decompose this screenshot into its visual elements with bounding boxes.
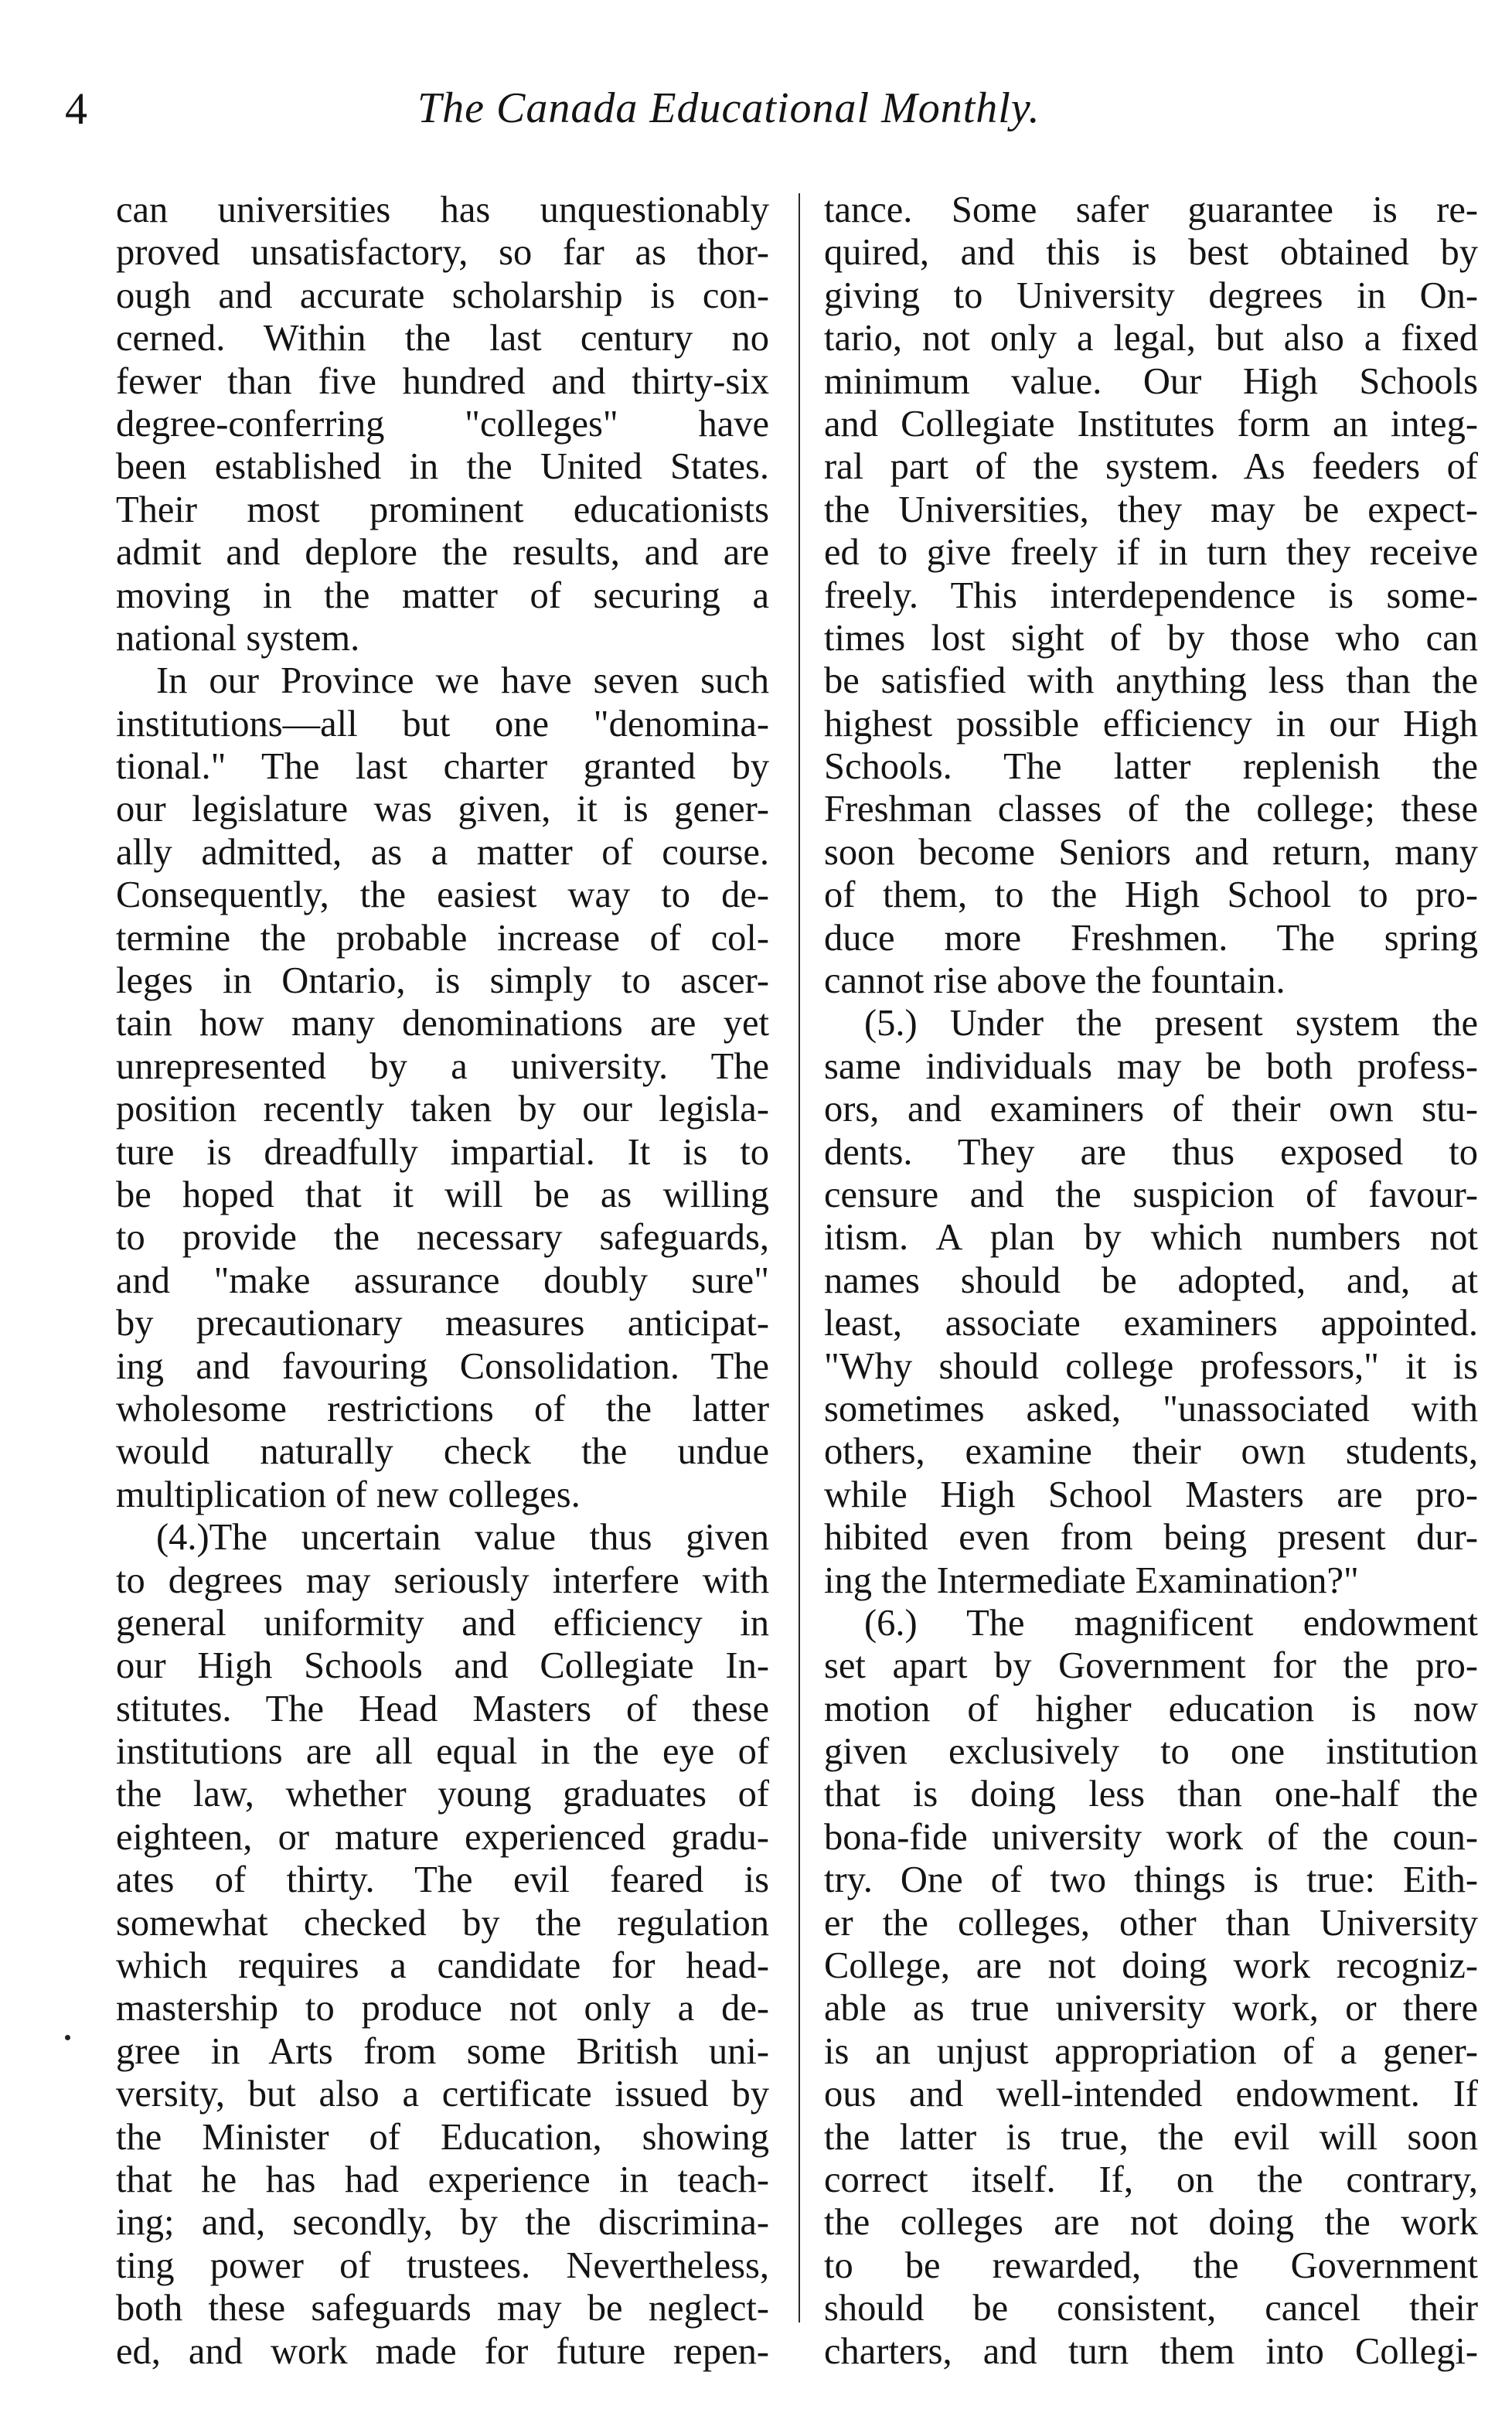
text-line: our legislature was given, it is gener-	[116, 789, 769, 830]
text-line: both these safeguards may be neglect-	[116, 2288, 769, 2329]
text-line: somewhat checked by the regulation	[116, 1902, 769, 1944]
text-line: ing and favouring Consolidation. The	[116, 1345, 769, 1387]
text-line: (6.) The magnificent endowment	[864, 1602, 1478, 1644]
text-line: be hoped that it will be as willing	[116, 1174, 769, 1215]
text-line: admit and deplore the results, and are	[116, 532, 769, 574]
text-line: to degrees may seriously interfere with	[116, 1559, 769, 1601]
text-line: fewer than five hundred and thirty-six	[116, 360, 769, 402]
text-line: tain how many denominations are yet	[116, 1003, 769, 1045]
text-line: giving to University degrees in On-	[824, 274, 1478, 316]
text-line: while High School Masters are pro-	[824, 1474, 1478, 1515]
text-line: same individuals may be both profess-	[824, 1045, 1478, 1087]
text-line: motion of higher education is now	[824, 1688, 1478, 1729]
text-line: stitutes. The Head Masters of these	[116, 1688, 769, 1729]
text-line: that he has had experience in teach-	[116, 2159, 769, 2200]
text-line: can universities has unquestionably	[116, 189, 769, 230]
text-line: Schools. The latter replenish the	[824, 746, 1478, 788]
text-line: (4.)The uncertain value thus given	[156, 1517, 769, 1559]
text-line: names should be adopted, and, at	[824, 1259, 1478, 1301]
running-title: The Canada Educational Monthly.	[417, 84, 1040, 132]
text-line: would naturally check the undue	[116, 1431, 769, 1473]
text-line: charters, and turn them into Collegi-	[824, 2330, 1478, 2372]
text-line: cannot rise above the fountain.	[824, 960, 1286, 1002]
text-line: the latter is true, the evil will soon	[824, 2116, 1478, 2158]
text-line: to be rewarded, the Government	[824, 2244, 1478, 2286]
ink-speck	[65, 2035, 70, 2040]
text-line: tance. Some safer guarantee is re-	[824, 189, 1478, 230]
column-divider	[799, 193, 800, 2322]
text-line: able as true university work, or there	[824, 1988, 1478, 2029]
text-line: tional." The last charter granted by	[116, 746, 769, 788]
text-line: College, are not doing work recogniz-	[824, 1945, 1478, 1987]
text-line: Consequently, the easiest way to de-	[116, 874, 769, 916]
text-line: ral part of the system. As feeders of	[824, 446, 1478, 488]
text-line: correct itself. If, on the contrary,	[824, 2159, 1478, 2200]
text-line: moving in the matter of securing a	[116, 574, 769, 616]
text-line: times lost sight of by those who can	[824, 617, 1478, 659]
text-line: of them, to the High School to pro-	[824, 874, 1478, 916]
text-line: be satisfied with anything less than the	[824, 660, 1478, 702]
text-line: ing the Intermediate Examination?"	[824, 1559, 1359, 1601]
text-line: that is doing less than one-half the	[824, 1774, 1478, 1815]
text-line: freely. This interdependence is some-	[824, 574, 1478, 616]
text-line: hibited even from being present dur-	[824, 1517, 1478, 1559]
text-line: sometimes asked, "unassociated with	[824, 1388, 1478, 1430]
text-line: the law, whether young graduates of	[116, 1774, 769, 1815]
text-line: "Why should college professors," it is	[824, 1345, 1478, 1387]
text-line: institutions are all equal in the eye of	[116, 1731, 769, 1773]
text-line: given exclusively to one institution	[824, 1731, 1478, 1773]
text-line: In our Province we have seven such	[156, 660, 769, 702]
text-line: the Universities, they may be expect-	[824, 489, 1478, 530]
text-line: ting power of trustees. Nevertheless,	[116, 2244, 769, 2286]
text-line: set apart by Government for the pro-	[824, 1645, 1478, 1687]
text-line: versity, but also a certificate issued by	[116, 2074, 769, 2115]
text-line: and Collegiate Institutes form an integ-	[824, 403, 1478, 445]
text-line: ough and accurate scholarship is con-	[116, 274, 769, 316]
text-line: the Minister of Education, showing	[116, 2116, 769, 2158]
text-line: should be consistent, cancel their	[824, 2288, 1478, 2329]
text-line: itism. A plan by which numbers not	[824, 1217, 1478, 1259]
text-line: ture is dreadfully impartial. It is to	[116, 1131, 769, 1173]
text-line: unrepresented by a university. The	[116, 1045, 769, 1087]
text-line: duce more Freshmen. The spring	[824, 917, 1478, 959]
text-line: ed, and work made for future repen-	[116, 2330, 769, 2372]
text-line: termine the probable increase of col-	[116, 917, 769, 959]
text-line: the colleges are not doing the work	[824, 2202, 1478, 2244]
text-line: Freshman classes of the college; these	[824, 789, 1478, 830]
text-line: cerned. Within the last century no	[116, 318, 769, 360]
right-text-column	[824, 189, 1478, 2373]
text-line: multiplication of new colleges.	[116, 1474, 581, 1515]
text-line: leges in Ontario, is simply to ascer-	[116, 960, 769, 1002]
text-line: least, associate examiners appointed.	[824, 1303, 1478, 1344]
text-line: by precautionary measures anticipat-	[116, 1303, 769, 1344]
text-line: try. One of two things is true: Eith-	[824, 1859, 1478, 1901]
text-line: is an unjust appropriation of a gener-	[824, 2030, 1478, 2072]
text-line: tario, not only a legal, but also a fixed	[824, 318, 1478, 360]
text-line: general uniformity and efficiency in	[116, 1602, 769, 1644]
text-line: quired, and this is best obtained by	[824, 232, 1478, 274]
text-line: position recently taken by our legisla-	[116, 1089, 769, 1130]
text-line: to provide the necessary safeguards,	[116, 1217, 769, 1259]
text-line: ors, and examiners of their own stu-	[824, 1089, 1478, 1130]
text-line: gree in Arts from some British uni-	[116, 2030, 769, 2072]
text-line: mastership to produce not only a de-	[116, 1988, 769, 2029]
text-line: ed to give freely if in turn they receive	[824, 532, 1478, 574]
text-line: degree-conferring "colleges" have	[116, 403, 769, 445]
text-line: eighteen, or mature experienced gradu-	[116, 1816, 769, 1858]
text-line: soon become Seniors and return, many	[824, 831, 1478, 873]
text-line: bona-fide university work of the coun-	[824, 1816, 1478, 1858]
text-line: minimum value. Our High Schools	[824, 360, 1478, 402]
text-line: national system.	[116, 617, 360, 659]
text-line: our High Schools and Collegiate In-	[116, 1645, 769, 1687]
text-line: (5.) Under the present system the	[864, 1003, 1478, 1045]
text-line: and "make assurance doubly sure"	[116, 1259, 769, 1301]
text-line: wholesome restrictions of the latter	[116, 1388, 769, 1430]
page-number: 4	[65, 83, 87, 134]
text-line: er the colleges, other than University	[824, 1902, 1478, 1944]
text-line: been established in the United States.	[116, 446, 769, 488]
text-line: institutions—all but one "denomina-	[116, 703, 769, 745]
text-line: ally admitted, as a matter of course.	[116, 831, 769, 873]
text-line: which requires a candidate for head-	[116, 1945, 769, 1987]
text-line: dents. They are thus exposed to	[824, 1131, 1478, 1173]
text-line: ates of thirty. The evil feared is	[116, 1859, 769, 1901]
text-line: proved unsatisfactory, so far as thor-	[116, 232, 769, 274]
text-line: ous and well-intended endowment. If	[824, 2074, 1478, 2115]
text-line: Their most prominent educationists	[116, 489, 769, 530]
left-text-column	[116, 189, 769, 2373]
text-line: others, examine their own students,	[824, 1431, 1478, 1473]
text-line: highest possible efficiency in our High	[824, 703, 1478, 745]
text-line: ing; and, secondly, by the discrimina-	[116, 2202, 769, 2244]
text-line: censure and the suspicion of favour-	[824, 1174, 1478, 1215]
